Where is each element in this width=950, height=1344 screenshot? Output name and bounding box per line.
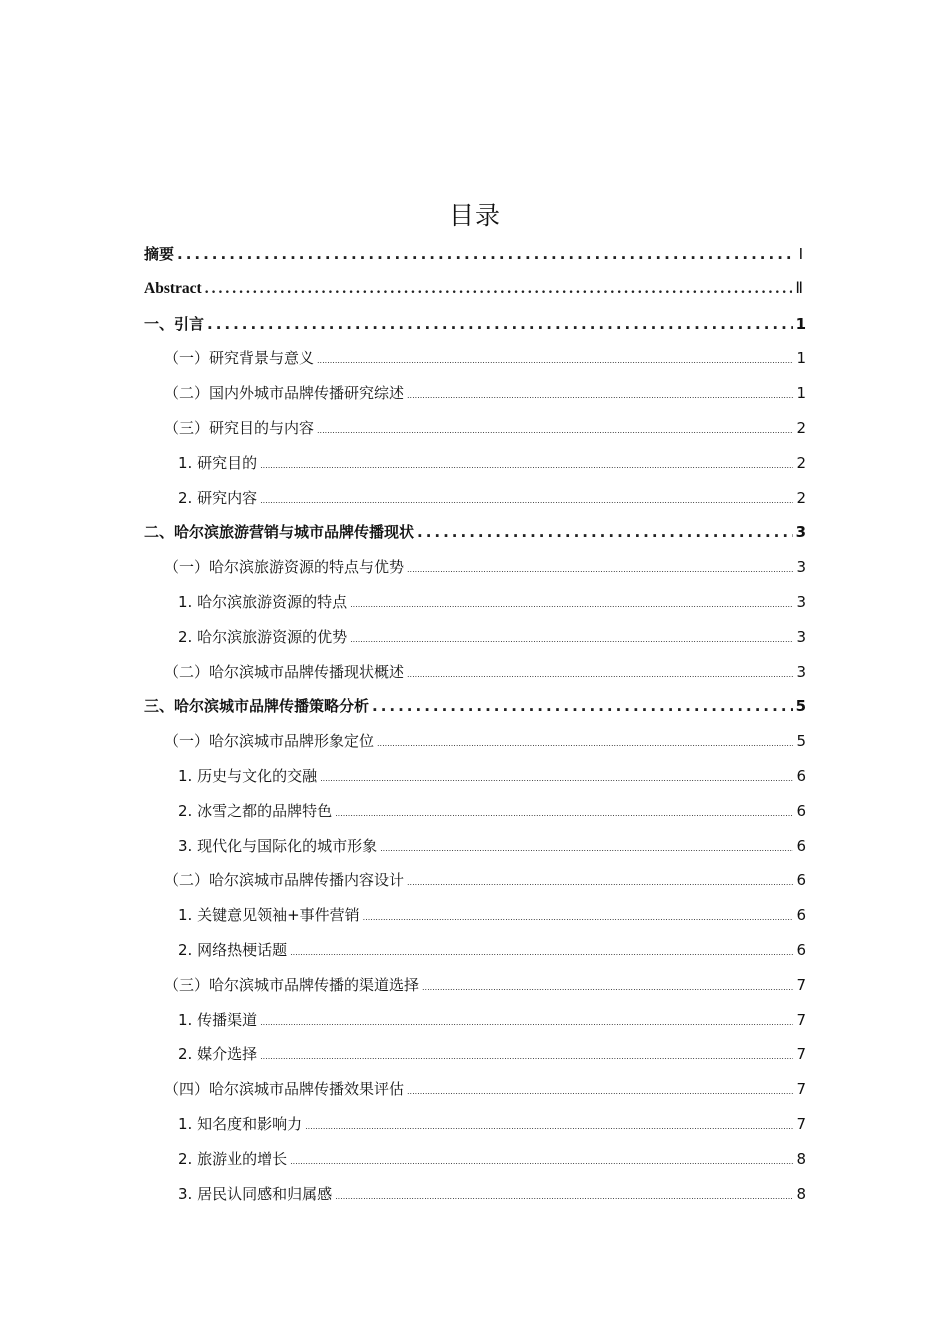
toc-entry-label: （四）哈尔滨城市品牌传播效果评估: [164, 1080, 405, 1099]
toc-entry[interactable]: [144, 481, 806, 516]
toc-entry[interactable]: [144, 1142, 806, 1177]
toc-entry-label: 3. 现代化与国际化的城市形象: [178, 836, 378, 855]
toc-entry[interactable]: [144, 550, 806, 585]
toc-entry-page-number: 7: [796, 1045, 806, 1064]
toc-entry-page-number: 7: [796, 1114, 806, 1133]
toc-entry-page-number: Ⅰ: [798, 247, 803, 263]
toc-entry-page-number: 8: [796, 1149, 806, 1168]
dot-leader: [407, 553, 793, 585]
toc-entry[interactable]: [144, 968, 806, 1003]
toc-entry[interactable]: [144, 689, 806, 724]
dot-leader: [335, 1180, 793, 1212]
toc-entry-page-number: 3: [796, 627, 806, 646]
dot-leader: [407, 866, 793, 898]
toc-entry-label: （三）哈尔滨城市品牌传播的渠道选择: [164, 975, 420, 994]
toc-entry-page-number: 7: [796, 1010, 806, 1029]
toc-entry-label: （一）研究背景与意义: [164, 349, 315, 368]
toc-entry-label: 2. 冰雪之都的品牌特色: [178, 801, 333, 820]
toc-entry-label: 2. 网络热梗话题: [178, 940, 288, 959]
dot-leader: [305, 1110, 793, 1142]
dot-leader: [290, 1145, 793, 1177]
toc-entry-label: 一、引言: [144, 314, 205, 333]
dot-leader: [407, 1075, 793, 1107]
toc-entry-label: Abstract: [144, 279, 202, 297]
toc-entry-label: 1. 传播渠道: [178, 1010, 258, 1029]
dot-leader: [417, 515, 793, 550]
toc-entry[interactable]: [144, 1177, 806, 1212]
dot-leader: [260, 449, 793, 481]
toc-entry-label: 1. 知名度和影响力: [178, 1114, 303, 1133]
toc-entry[interactable]: [144, 376, 806, 411]
toc-entry-page-number: 7: [796, 1080, 806, 1099]
toc-entry-page-number: 6: [796, 940, 806, 959]
toc-entry-label: 2. 哈尔滨旅游资源的优势: [178, 627, 348, 646]
toc-entry-label: 1. 哈尔滨旅游资源的特点: [178, 592, 348, 611]
dot-leader: [260, 1040, 793, 1072]
dot-leader: [317, 344, 793, 376]
toc-entry[interactable]: [144, 1003, 806, 1038]
toc-entry-label: 二、哈尔滨旅游营销与城市品牌传播现状: [144, 523, 415, 542]
toc-entry-label: （三）研究目的与内容: [164, 418, 315, 437]
dot-leader: [422, 971, 793, 1003]
toc-entry[interactable]: [144, 237, 806, 272]
toc-entry-label: 2. 旅游业的增长: [178, 1149, 288, 1168]
toc-entry[interactable]: [144, 759, 806, 794]
table-of-contents: [144, 237, 806, 1211]
toc-entry-label: （二）哈尔滨城市品牌传播现状概述: [164, 662, 405, 681]
dot-leader: [207, 307, 793, 342]
dot-leader: [205, 272, 793, 307]
toc-entry-label: 2. 研究内容: [178, 488, 258, 507]
dot-leader: [317, 414, 793, 446]
toc-entry[interactable]: [144, 307, 806, 342]
dot-leader: [380, 832, 793, 864]
toc-entry[interactable]: [144, 794, 806, 829]
toc-entry[interactable]: [144, 863, 806, 898]
toc-entry[interactable]: [144, 829, 806, 864]
toc-entry-label: 3. 居民认同感和归属感: [178, 1184, 333, 1203]
toc-entry-page-number: 6: [796, 801, 806, 820]
toc-entry[interactable]: [144, 515, 806, 550]
dot-leader: [350, 623, 793, 655]
toc-entry[interactable]: [144, 1037, 806, 1072]
dot-leader: [260, 1006, 793, 1038]
toc-entry-label: 摘要: [144, 245, 175, 263]
toc-entry-label: 1. 研究目的: [178, 453, 258, 472]
toc-entry[interactable]: [144, 411, 806, 446]
toc-entry-page-number: 2: [796, 418, 806, 437]
toc-entry-label: 1. 关键意见领袖+事件营销: [178, 906, 360, 925]
toc-entry[interactable]: [144, 585, 806, 620]
dot-leader: [290, 936, 793, 968]
dot-leader: [363, 901, 794, 933]
toc-entry[interactable]: [144, 898, 806, 933]
toc-entry-page-number: 3: [796, 592, 806, 611]
toc-entry-page-number: 2: [796, 488, 806, 507]
toc-entry-label: 1. 历史与文化的交融: [178, 766, 318, 785]
page-title: 目录: [448, 201, 501, 230]
toc-entry[interactable]: [144, 620, 806, 655]
toc-entry-page-number: 6: [796, 906, 806, 925]
toc-entry[interactable]: [144, 655, 806, 690]
toc-entry-page-number: 3: [795, 523, 806, 542]
toc-entry-page-number: 5: [796, 732, 806, 751]
dot-leader: [320, 762, 793, 794]
toc-entry-label: 三、哈尔滨城市品牌传播策略分析: [144, 697, 370, 716]
dot-leader: [377, 727, 793, 759]
dot-leader: [350, 588, 793, 620]
toc-entry-label: （一）哈尔滨旅游资源的特点与优势: [164, 558, 405, 577]
toc-entry[interactable]: [144, 272, 806, 307]
toc-entry-label: 2. 媒介选择: [178, 1045, 258, 1064]
toc-entry-page-number: 1: [795, 314, 806, 333]
toc-entry-page-number: Ⅱ: [795, 279, 803, 297]
toc-entry[interactable]: [144, 1072, 806, 1107]
dot-leader: [335, 797, 793, 829]
toc-entry-page-number: 3: [796, 558, 806, 577]
toc-entry-label: （二）哈尔滨城市品牌传播内容设计: [164, 871, 405, 890]
toc-entry[interactable]: [144, 446, 806, 481]
toc-entry-label: （二）国内外城市品牌传播研究综述: [164, 384, 405, 403]
toc-entry-page-number: 1: [796, 349, 806, 368]
toc-entry[interactable]: [144, 1107, 806, 1142]
dot-leader: [372, 689, 793, 724]
toc-entry-page-number: 6: [796, 836, 806, 855]
toc-entry-page-number: 6: [796, 766, 806, 785]
dot-leader: [407, 379, 793, 411]
toc-entry-page-number: 3: [796, 662, 806, 681]
toc-entry[interactable]: [144, 724, 806, 759]
toc-entry-page-number: 2: [796, 453, 806, 472]
dot-leader: [260, 484, 793, 516]
toc-entry[interactable]: [144, 341, 806, 376]
toc-entry-page-number: 6: [796, 871, 806, 890]
dot-leader: [177, 237, 796, 272]
dot-leader: [407, 658, 793, 690]
toc-entry-page-number: 5: [795, 697, 806, 716]
toc-entry-page-number: 8: [796, 1184, 806, 1203]
toc-entry-label: （一）哈尔滨城市品牌形象定位: [164, 732, 375, 751]
toc-entry[interactable]: [144, 933, 806, 968]
toc-entry-page-number: 1: [796, 384, 806, 403]
toc-entry-page-number: 7: [796, 975, 806, 994]
